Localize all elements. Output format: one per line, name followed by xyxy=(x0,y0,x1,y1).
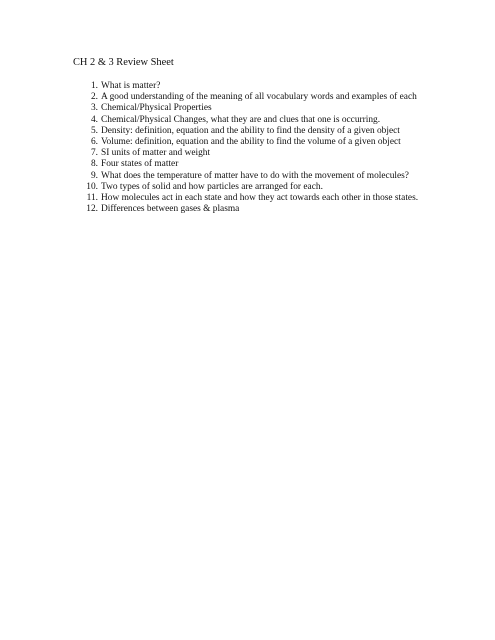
list-item-9 xyxy=(73,171,433,182)
list-item-number-7: 7. xyxy=(90,148,98,159)
list-item-text-3: Chemical/Physical Properties xyxy=(101,103,212,114)
list-item-6 xyxy=(73,137,433,148)
list-item-text-8: Four states of matter xyxy=(101,159,179,170)
list-item-text-1: What is matter? xyxy=(101,81,161,91)
list-item-4 xyxy=(73,115,433,126)
list-item-text-5: Density: definition, equation and the ability to find the density of a given object xyxy=(101,125,400,136)
list-item-text-12: Differences between gases & plasma xyxy=(101,204,240,215)
list-item-number-8: 8. xyxy=(90,159,98,170)
list-item-number-5: 5. xyxy=(90,125,98,136)
list-item-10 xyxy=(73,182,433,193)
list-item-text-4: Chemical/Physical Changes, what they are and clues that one is occurring. xyxy=(101,114,381,125)
list-item-text-10: Two types of solid and how particles are arranged for each. xyxy=(101,181,323,192)
list-item-number-2: 2. xyxy=(90,92,98,103)
list-item-3 xyxy=(73,103,433,114)
list-item-12 xyxy=(73,204,433,215)
list-item-number-1: 1. xyxy=(90,81,98,91)
list-item-8 xyxy=(73,159,433,170)
list-item-5 xyxy=(73,126,433,137)
list-item-1 xyxy=(73,81,433,92)
document-title: CH 2 & 3 Review Sheet xyxy=(73,57,174,68)
list-item-text-2: A good understanding of the meaning of all vocabulary words and examples of each xyxy=(101,92,417,103)
list-item-number-6: 6. xyxy=(90,137,98,148)
list-item-text-11: How molecules act in each state and how they act towards each other in those states. xyxy=(101,193,419,204)
review-list xyxy=(73,81,433,215)
list-item-2 xyxy=(73,92,433,103)
list-item-11 xyxy=(73,193,433,204)
list-item-text-6: Volume: definition, equation and the ability to find the volume of a given object xyxy=(101,137,401,148)
list-item-number-10: 10. xyxy=(86,181,98,192)
list-item-text-7: SI units of matter and weight xyxy=(101,148,211,159)
list-item-number-4: 4. xyxy=(90,114,98,125)
list-item-number-3: 3. xyxy=(90,103,98,114)
list-item-number-11: 11. xyxy=(86,193,98,204)
list-item-7 xyxy=(73,148,433,159)
list-item-text-9: What does the temperature of matter have to do with the movement of molecules? xyxy=(101,170,409,181)
list-item-number-9: 9. xyxy=(90,170,98,181)
list-item-number-12: 12. xyxy=(86,204,98,215)
